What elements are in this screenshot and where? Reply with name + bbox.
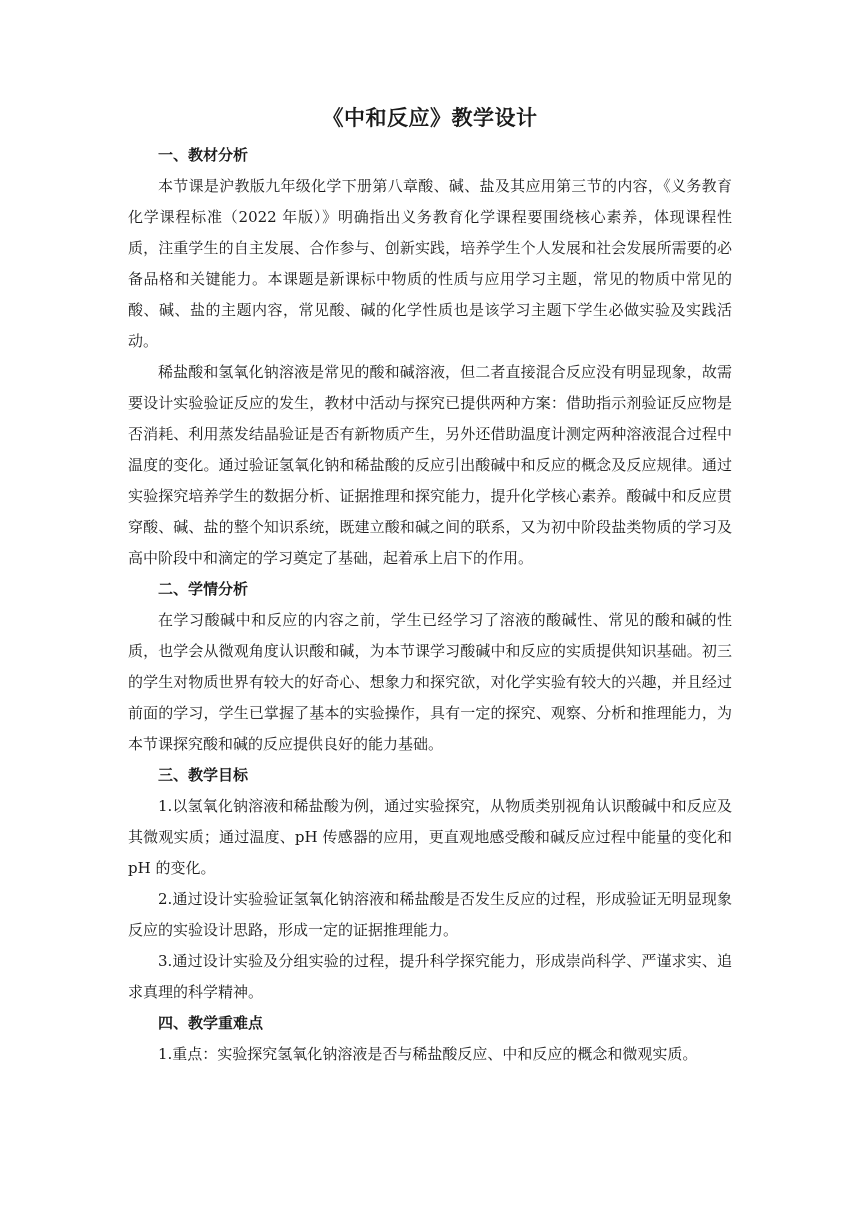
- paragraph: 1.以氢氧化钠溶液和稀盐酸为例，通过实验探究，从物质类别视角认识酸碱中和反应及其微观实质；通过温度、pH 传感器的应用，更直观地感受酸和碱反应过程中能量的变化和 pH 的变化。: [128, 797, 732, 877]
- paragraph: 本节课是沪教版九年级化学下册第八章酸、碱、盐及其应用第三节的内容，《义务教育化学课程标准（2022 年版）》明确指出义务教育化学课程要围绕核心素养，体现课程性质，注重学生的自主发展、合作参与、创新实践，培养学生个人发展和社会发展所需要的必备品格和关键能力。本课题是新课标中物质的性质与应用学习主题，常见的物质中常见的酸、碱、盐的主题内容，常见酸、碱的化学性质也是该学习主题下学生必做实验及实践活动。: [128, 177, 732, 350]
- section-student-analysis: [128, 574, 732, 760]
- paragraph: 1.重点：实验探究氢氧化钠溶液是否与稀盐酸反应、中和反应的概念和微观实质。: [158, 1045, 698, 1063]
- document-page: [128, 100, 732, 1070]
- section-teaching-goals: [128, 760, 732, 1008]
- paragraph: 在学习酸碱中和反应的内容之前，学生已经学习了溶液的酸碱性、常见的酸和碱的性质，也学会从微观角度认识酸和碱，为本节课学习酸碱中和反应的实质提供知识基础。初三的学生对物质世界有较大的好奇心、想象力和探究欲，对化学实验有较大的兴趣，并且经过前面的学习，学生已掌握了基本的实验操作，具有一定的探究、观察、分析和推理能力，为本节课探究酸和碱的反应提供良好的能力基础。: [128, 611, 732, 753]
- paragraph: 3.通过设计实验及分组实验的过程，提升科学探究能力，形成崇尚科学、严谨求实、追求真理的科学精神。: [128, 952, 732, 1001]
- section-heading: 三、教学目标: [158, 766, 249, 784]
- document-title: 《中和反应》教学设计: [322, 105, 538, 130]
- section-heading: 一、教材分析: [158, 146, 249, 164]
- paragraph: 稀盐酸和氢氧化钠溶液是常见的酸和碱溶液，但二者直接混合反应没有明显现象，故需要设计实验验证反应的发生，教材中活动与探究已提供两种方案：借助指示剂验证反应物是否消耗、利用蒸发结晶验证是否有新物质产生，另外还借助温度计测定两种溶液混合过程中温度的变化。通过验证氢氧化钠和稀盐酸的反应引出酸碱中和反应的概念及反应规律。通过实验探究培养学生的数据分析、证据推理和探究能力，提升化学核心素养。酸碱中和反应贯穿酸、碱、盐的整个知识系统，既建立酸和碱之间的联系，又为初中阶段盐类物质的学习及高中阶段中和滴定的学习奠定了基础，起着承上启下的作用。: [128, 363, 732, 567]
- section-heading: 四、教学重难点: [158, 1014, 264, 1032]
- paragraph: 2.通过设计实验验证氢氧化钠溶液和稀盐酸是否发生反应的过程，形成验证无明显现象反应的实验设计思路，形成一定的证据推理能力。: [128, 890, 732, 939]
- section-key-difficulties: [128, 1008, 732, 1070]
- section-heading: 二、学情分析: [158, 580, 249, 598]
- section-textbook-analysis: [128, 140, 732, 574]
